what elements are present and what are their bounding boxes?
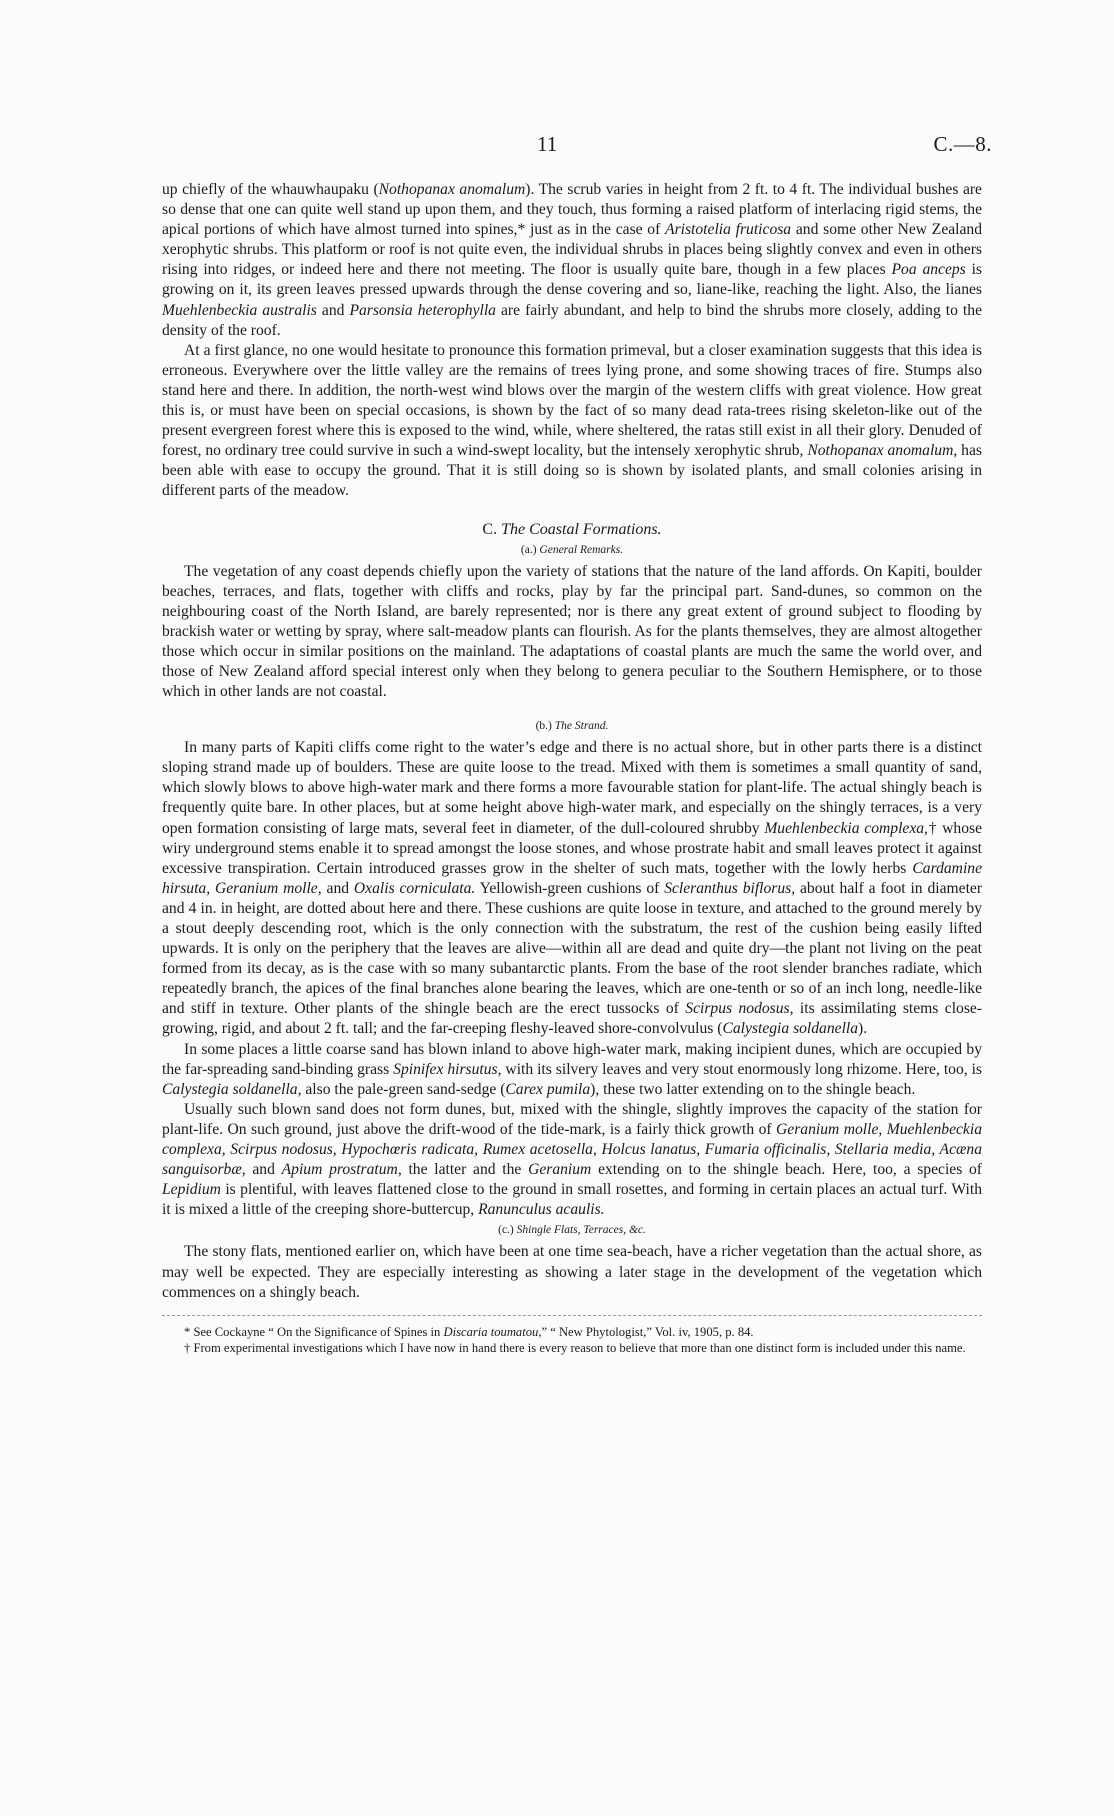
footnote-2: † From experimental investigations which I have now in hand there is every reason to believe that more than one distinct form is included under this name. — [184, 1340, 966, 1355]
footnote-divider — [162, 1315, 982, 1316]
footnote-1: * See Cockayne “ On the Significance of Spines in Discaria toumatou,” “ New Phytologist,” Vol. iv, 1905, p. 84. — [184, 1324, 754, 1339]
paragraph-6: Usually such blown sand does not form dunes, but, mixed with the shingle, slightly improves the capacity of the station for plant-life. On such ground, just above the drift-wood of the tide-mark, is a fairly thick growth of Geranium molle, Muehlenbeckia complexa, Scirpus nodosus, Hypochœris radicata, Rumex acetosella, Holcus lanatus, Fumaria officinalis, Stellaria media, Acæna sanguisorbæ, and Apium prostratum, the latter and the Geranium extending on to the shingle beach. Here, too, a species of Lepidium is plentiful, with leaves flattened close to the ground in small rosettes, and forming in certain places an actual turf. With it is mixed a little of the creeping shore-buttercup, Ranunculus acaulis. — [162, 1100, 982, 1219]
subheading-general-remarks: (a.) General Remarks. — [520, 543, 624, 556]
document-reference: C.—8. — [933, 132, 992, 156]
paragraph-5: In some places a little coarse sand has blown inland to above high-water mark, making incipient dunes, which are occupied by the far-spreading sand-binding grass Spinifex hirsutus, with its silvery leaves and very stout enormously long rhizome. Here, too, is Calystegia soldanella, also the pale-green sand-sedge (Carex pumila), these two latter extending on to the shingle beach. — [162, 1040, 982, 1098]
paragraph-4: In many parts of Kapiti cliffs come right to the water’s edge and there is no actual shore, but in other parts there is a distinct sloping strand made up of boulders. These are quite loose to the tread. Mixed with them is sometimes a small quantity of sand, which slowly blows to above high-water mark and there forms a more favourable station for plant-life. The actual shingly beach is frequently quite bare. In other places, but at some height above high-water mark, and especially on the shingly terraces, is a very open formation consisting of large mats, several feet in diameter, of the dull-coloured shrubby Muehlenbeckia complexa,† whose wiry underground stems enable it to spread amongst the loose stones, and whose prostrate habit and small leaves protect it against excessive transpiration. Certain introduced grasses grow in the shelter of such mats, together with the lowly herbs Cardamine hirsuta, Geranium molle, and Oxalis corniculata. Yellowish-green cushions of Scleranthus biflorus, about half a foot in diameter and 4 in. in height, are dotted about here and there. These cushions are quite loose in texture, and attached to the ground merely by a stout deeply descending root, which is the only connection with the substratum, the rest of the cushion being easily lifted upwards. It is only on the periphery that the leaves are alive—within all are dead and quite dry—the plant not living on the peat formed from its decay, as is the case with so many subantarctic plants. From the base of the root slender branches radiate, which repeatedly branch, the apices of the final branches alone bearing the leaves, which are one-tenth or so of an inch long, needle-like and stiff in texture. Other plants of the shingle beach are the erect tussocks of Scirpus nodosus, its assimilating stems close-growing, rigid, and about 2 ft. tall; and the far-creeping fleshy-leaved shore-convolvulus (Calystegia soldanella). — [162, 739, 983, 1038]
subheading-shingle-flats: (c.) Shingle Flats, Terraces, &c. — [498, 1224, 646, 1237]
subheading-strand: (b.) The Strand. — [535, 720, 609, 733]
paragraph-7: The stony flats, mentioned earlier on, which have been at one time sea-beach, have a richer vegetation than the actual shore, as may well be expected. They are especially interesting as showing a later stage in the development of the vegetation which commences on a shingly beach. — [162, 1243, 982, 1301]
document-page — [162, 0, 992, 1356]
paragraph-2: At a first glance, no one would hesitate to pronounce this formation primeval, but a closer examination suggests that this idea is erroneous. Everywhere over the little valley are the remains of trees lying prone, and some showing traces of fire. Stumps also stand here and there. In addition, the north-west wind blows over the margin of the western cliffs with great violence. How great this is, or must have been on special occasions, is shown by the fact of so many dead rata-trees rising skeleton-like out of the present evergreen forest where this is exposed to the wind, while, where sheltered, the ratas still exist in all their glory. Denuded of forest, no ordinary tree could survive in such a wind-swept locality, but the intensely xerophytic shrub, Nothopanax anomalum, has been able with ease to occupy the ground. That it is still doing so is shown by isolated plants, and small colonies arising in different parts of the meadow. — [162, 341, 982, 500]
paragraph-3: The vegetation of any coast depends chiefly upon the variety of stations that the nature of the land affords. On Kapiti, boulder beaches, terraces, and flats, together with cliffs and rocks, play by far the principal part. Sand-dunes, so common on the neighbouring coast of the North Island, are barely represented; nor is there any great extent of ground subject to flooding by brackish water or wetting by spray, where salt-meadow plants can flourish. As for the plants themselves, they are almost altogether those which occur in similar positions on the mainland. The adaptations of coastal plants are much the same the world over, and those of New Zealand afford special interest only when they belong to genera peculiar to the Southern Hemisphere, or to those which in other lands are not coastal. — [162, 562, 982, 701]
section-heading-coastal: C. The Coastal Formations. — [482, 520, 662, 538]
page-number: 11 — [537, 132, 558, 156]
page-header — [162, 0, 992, 180]
paragraph-1: up chiefly of the whauwhaupaku (Nothopanax anomalum). The scrub varies in height from 2 ft. to 4 ft. The individual bushes are so dense that one can quite well stand up upon them, and they touch, thus forming a raised platform of interlacing rigid stems, the apical portions of which have almost turned into spines,* just as in the case of Aristotelia fruticosa and some other New Zealand xerophytic shrubs. This platform or roof is not quite even, the individual shrubs in places being slightly convex and even in others rising into ridges, or indeed here and there not meeting. The floor is usually quite bare, though in a few places Poa anceps is growing on it, its green leaves pressed upwards through the dense covering and so, liane-like, reaching the light. Also, the lianes Muehlenbeckia australis and Parsonsia heterophylla are fairly abundant, and help to bind the shrubs more closely, adding to the density of the roof. — [162, 181, 983, 339]
